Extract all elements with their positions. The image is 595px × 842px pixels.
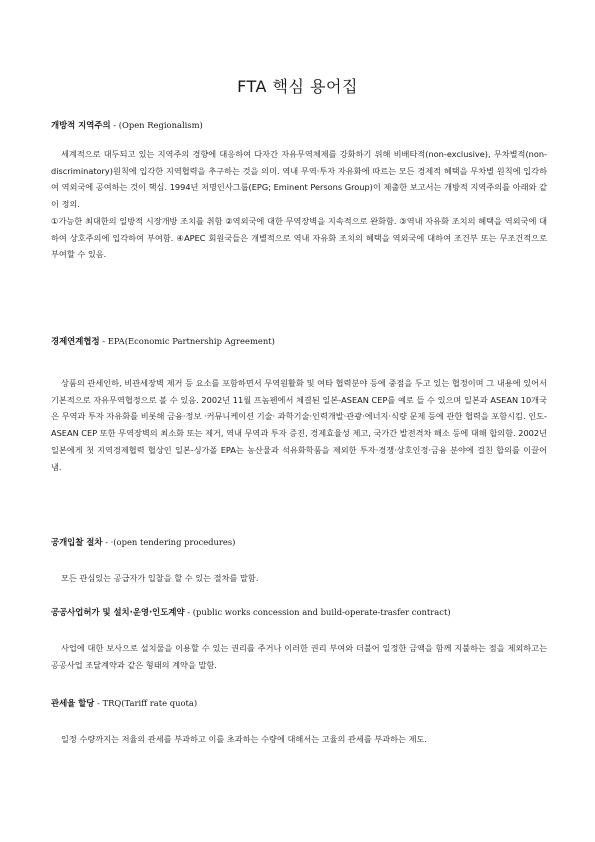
heading-english: - ·(open tendering procedures) (102, 537, 236, 547)
heading-english: - TRQ(Tariff rate quota) (94, 698, 198, 708)
section-trq (51, 697, 547, 748)
heading-korean: 공공사업허가 및 설치·운영·인도계약 (51, 607, 185, 617)
section-open-tendering (51, 536, 547, 587)
section-paragraph: 상품의 관세인하, 비관세장벽 제거 등 요소를 포함하면서 무역원활화 및 여타 협력분야 등에 중점을 두고 있는 협정이며 그 내용에 있어서 기본적으로 자유무역협정으로 볼 수 있음. 2002년 11월 프놈펜에서 체결된 일본-ASEAN CEP를 예로 들 수 있으며 일본과 ASEAN 10개국은 무역과 투자 자유화를 비롯해 금융·정보 ·커뮤니케이션 기술· 과학기술·인력개발·관광·에너지·식량 문제 등에 관한 협력을 포함시킴. 인도-ASEAN CEP 또한 무역장벽의 최소화 또는 제거, 역내 무역과 투자 증진, 경제효율성 제고, 국가간 발전격차 해소 등에 대해 합의함. 2002년 일본에게 첫 지역경제협력 협상인 일본-싱가폴 EPA는 농산물과 석유화학품을 제외한 투자·경쟁·상호인정·금융 분야에 걸친 합의를 이끌어냄. (51, 378, 547, 472)
heading-korean: 관세율 할당 (51, 698, 95, 708)
section-paragraph: 일정 수량까지는 저율의 관세를 부과하고 이를 초과하는 수량에 대해서는 고율의 관세를 부과하는 제도. (61, 734, 428, 744)
section-heading (51, 119, 547, 131)
section-heading (51, 335, 547, 347)
heading-english: - (public works concession and build-operate-trasfer contract) (184, 607, 451, 617)
section-paragraph: 세계적으로 대두되고 있는 지역주의 경향에 대응하여 다자간 자유무역체제를 강화하기 위해 비배타적(non-exclusive), 무차별적(non-discriminatory)원칙에 입각한 지역협력을 추구하는 것을 의미. 역내 무역·투자 자유화에 따르는 모든 경제적 혜택을 무차별 원칙에 입각하여 역외국에 공여하는 것이 핵심. 1994년 저명인사그룹(EPG; Eminent Persons Group)이 제출한 보고서는 개방적 지역주의를 아래와 같이 정의. (51, 149, 547, 210)
section-paragraph: 모든 관심있는 공급자가 입찰을 할 수 있는 절차를 말함. (61, 573, 259, 583)
heading-korean: 공개입찰 절차 (51, 537, 103, 547)
heading-english: - (Open Regionalism) (110, 120, 203, 130)
heading-korean: 개방적 지역주의 (51, 120, 111, 130)
section-paragraph: ①가능한 최대한의 일방적 시장개방 조치를 취함 ②역외국에 대한 무역장벽을 지속적으로 완화함. ③역내 자유화 조치의 혜택을 역외국에 대하여 상호주의에 입각하여 부여함. ④APEC 회원국들은 개별적으로 역내 자유화 조치의 혜택을 역외국에 대하여 조건부 또는 무조건적으로 부여할 수 있음. (51, 215, 547, 260)
section-public-works (51, 606, 547, 673)
section-heading (51, 697, 547, 709)
section-heading (51, 606, 547, 618)
page-title: FTA 핵심 용어집 (237, 77, 358, 96)
section-paragraph: 사업에 대한 보사으로 설치물을 이용할 수 있는 권리를 주거나 이러한 권리 부여와 더불어 일정한 금액을 함께 지불하는 점을 제외하고는 공공사업 조달계약과 같은 형태의 계약을 말함. (51, 643, 547, 670)
section-epa (51, 335, 547, 475)
section-open-regionalism (51, 119, 547, 263)
section-heading (51, 536, 547, 548)
heading-english: - EPA(Economic Partnership Agreement) (99, 336, 275, 346)
heading-korean: 경제연계협정 (51, 336, 100, 346)
